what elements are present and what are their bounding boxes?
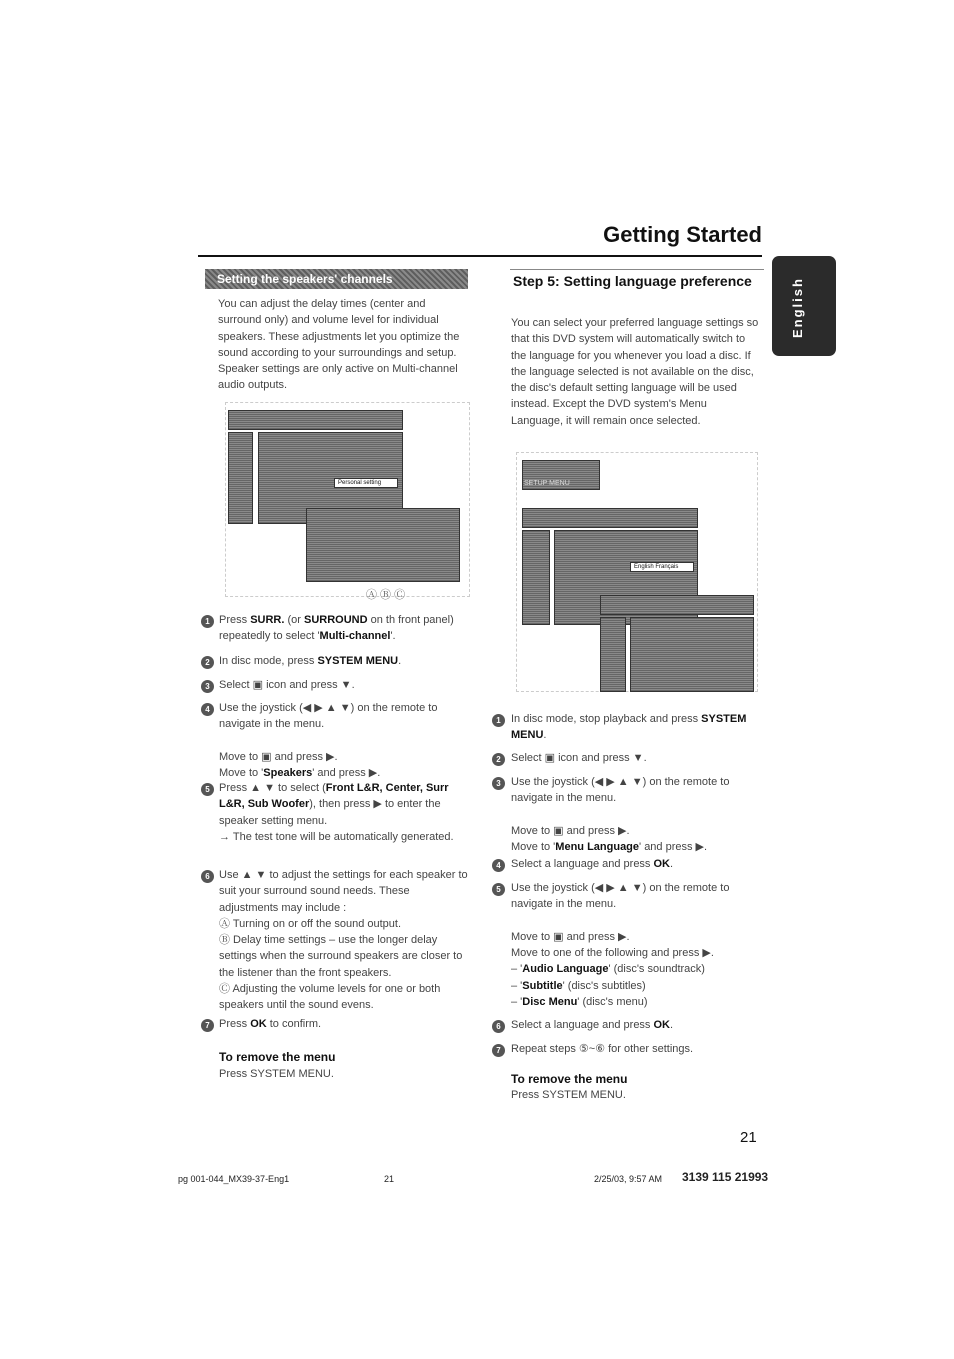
- step-number: 7: [492, 1044, 505, 1057]
- page-title: Getting Started: [603, 222, 762, 247]
- right-screen-sidebar2: [600, 617, 626, 692]
- step-number: 7: [201, 1019, 214, 1032]
- right-step-7: Repeat steps ⑤~⑥ for other settings.: [511, 1043, 694, 1055]
- step-number: 2: [201, 656, 214, 669]
- right-screen-popup: English Français: [630, 562, 694, 572]
- right-remove-text: Press SYSTEM MENU.: [511, 1089, 626, 1101]
- footer-page: 21: [384, 1174, 395, 1184]
- step-number: 4: [201, 703, 214, 716]
- callout-labels: Ⓐ Ⓑ Ⓒ: [366, 589, 406, 601]
- footer-file: pg 001-044_MX39-37-Eng1: [178, 1174, 290, 1184]
- left-step-1: Press SURR. (or SURROUND on th front panel) repeatedly to select 'Multi-channel'.: [219, 614, 454, 643]
- left-step-4: Use the joystick (◀ ▶ ▲ ▼) on the remote to navigate in the menu. Move to ▣ and press ▶. Move to 'Speakers' and press ▶.: [219, 702, 438, 780]
- language-tab: [772, 256, 836, 356]
- left-step-2: In disc mode, press SYSTEM MENU.: [219, 655, 402, 667]
- left-remove-text: Press SYSTEM MENU.: [219, 1068, 334, 1080]
- left-step-6: Use ▲ ▼ to adjust the settings for each speaker to suit your surround sound needs. These adjustments may include : Ⓐ Turning on or off the sound output. Ⓑ Delay time settings – use the longer delay settings when the surround speakers are closer to the listener than the front speakers. Ⓒ Adjusting the volume levels for one or both speakers until the sound evens.: [219, 869, 468, 1012]
- right-intro: You can select your preferred language settings so that this DVD system will automatically switch to the language for you whenever you load a disc. If the language selected is not available on the disc, the disc's default setting language will be used instead. Except the DVD system's Menu Language, it will remain once selected.: [511, 317, 759, 427]
- left-screen-sidebar: [228, 432, 253, 524]
- right-screen-submenu: [630, 617, 754, 692]
- left-step-5: Press ▲ ▼ to select (Front L&R, Center, Surr L&R, Sub Woofer), then press ▶ to enter the speaker setting menu. → The test tone will be automatically generated.: [219, 782, 454, 843]
- right-screen-bar2: [600, 595, 754, 615]
- section-title-speakers: Setting the speakers' channels: [205, 269, 468, 289]
- left-screen-speaker-panel: [306, 508, 460, 582]
- step-number: 1: [201, 615, 214, 628]
- step-number: 6: [492, 1020, 505, 1033]
- right-step-6: Select a language and press OK.: [511, 1019, 674, 1031]
- step-number: 5: [201, 783, 214, 796]
- right-screen-label: SETUP MENU: [524, 480, 570, 487]
- right-step-3: Use the joystick (◀ ▶ ▲ ▼) on the remote to navigate in the menu. Move to ▣ and press ▶. Move to 'Menu Language' and press ▶.: [511, 776, 730, 854]
- left-intro: You can adjust the delay times (center and surround only) and volume level for individual speakers. These adjustments let you optimize the sound according to your surroundings and setup. Speaker settings are only active on Multi-channel audio outputs.: [218, 298, 460, 392]
- left-remove-title: To remove the menu: [219, 1050, 336, 1064]
- step-number: 3: [201, 680, 214, 693]
- right-step-4: Select a language and press OK.: [511, 858, 674, 870]
- right-screen-bar: [522, 508, 698, 528]
- right-screen-sidebar: [522, 530, 550, 625]
- step-number: 6: [201, 870, 214, 883]
- left-screen-popup: Personal setting: [334, 478, 398, 488]
- left-step-7: Press OK to confirm.: [219, 1018, 322, 1030]
- step-title-rule: [510, 269, 764, 270]
- language-tab-label: English: [790, 277, 805, 338]
- footer-code: 3139 115 21993: [682, 1170, 769, 1184]
- left-step-3: Select ▣ icon and press ▼.: [219, 679, 355, 691]
- right-step-1: In disc mode, stop playback and press SYSTEM MENU.: [511, 713, 747, 742]
- header-rule: [198, 255, 762, 257]
- right-step-5: Use the joystick (◀ ▶ ▲ ▼) on the remote to navigate in the menu. Move to ▣ and press ▶. Move to one of the following and press ▶. – 'Audio Language' (disc's soundtrack) – 'Subtitle' (disc's subtitles) – 'Disc Menu' (disc's menu): [511, 882, 730, 1009]
- right-step-2: Select ▣ icon and press ▼.: [511, 752, 647, 764]
- page-number: 21: [740, 1129, 757, 1146]
- right-remove-title: To remove the menu: [511, 1072, 628, 1086]
- step-number: 2: [492, 753, 505, 766]
- step-number: 4: [492, 859, 505, 872]
- step-number: 5: [492, 883, 505, 896]
- step-number: 1: [492, 714, 505, 727]
- step-number: 3: [492, 777, 505, 790]
- step-title: Step 5: Setting language preference: [513, 273, 752, 289]
- footer-date: 2/25/03, 9:57 AM: [594, 1174, 663, 1184]
- left-screen-topbar: [228, 410, 403, 430]
